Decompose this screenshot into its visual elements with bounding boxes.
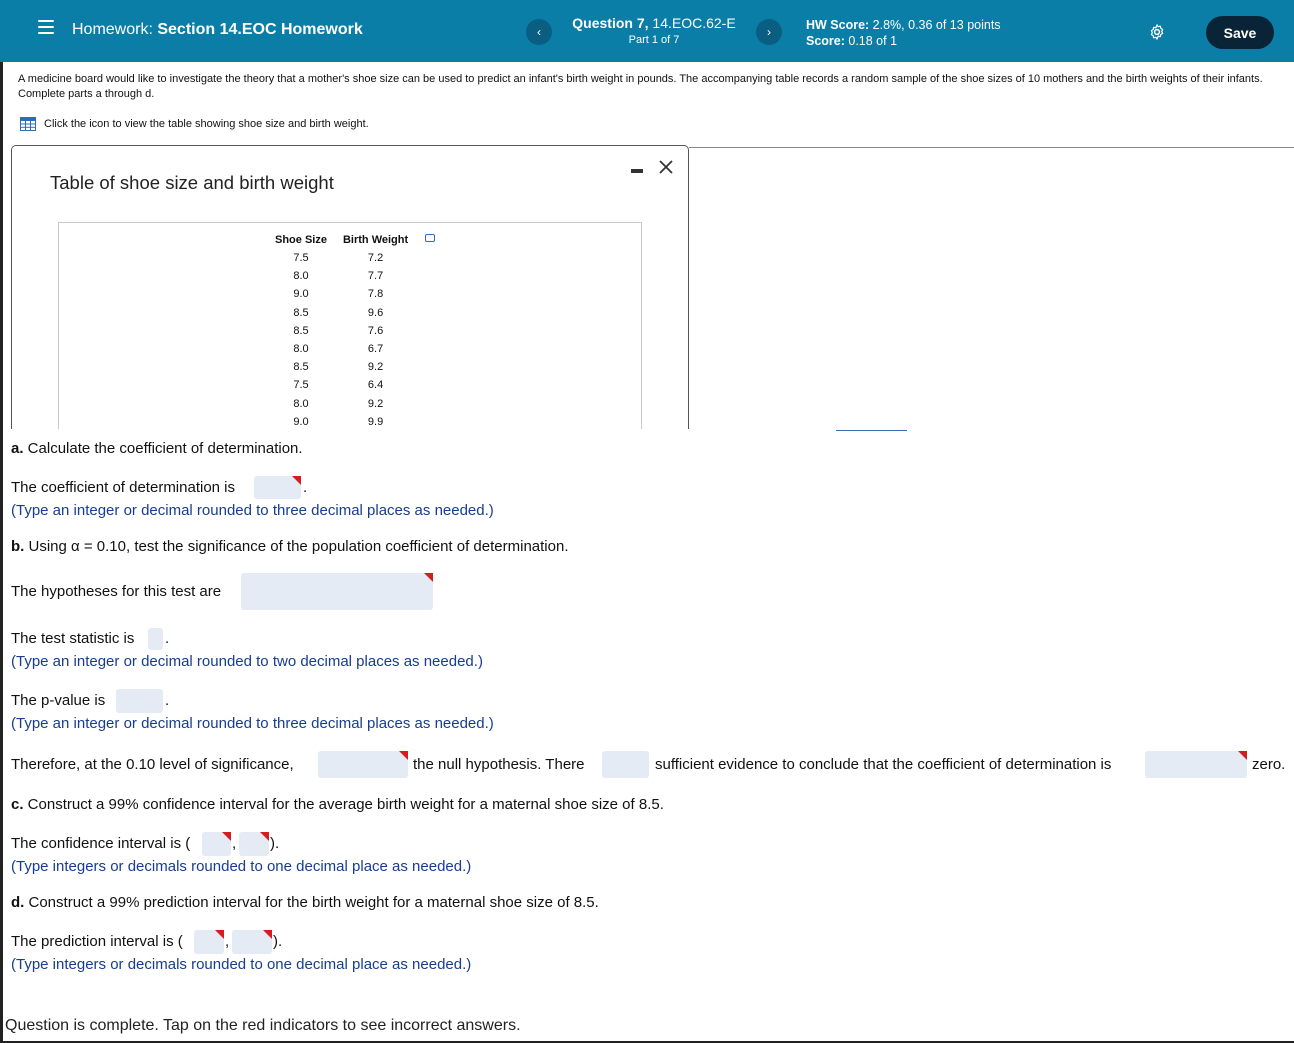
part-d-hint: (Type integers or decimals rounded to one decimal place as needed.) xyxy=(11,956,472,973)
table-row xyxy=(267,249,416,267)
part-a-answer-suffix: . xyxy=(303,479,308,496)
shoe-size-cell: 9.0 xyxy=(293,415,309,428)
test-statistic-label: The test statistic is xyxy=(11,630,135,647)
table-row xyxy=(267,322,416,340)
part-b-text: Using α = 0.10, test the significance of the population coefficient of determination. xyxy=(24,538,569,555)
popup-title: Table of shoe size and birth weight xyxy=(50,172,334,193)
conclusion-text-3: sufficient evidence to conclude that the coefficient of determination is xyxy=(655,756,1112,773)
incorrect-indicator-flag[interactable] xyxy=(215,930,224,939)
shoe-size-cell: 8.5 xyxy=(293,324,309,337)
part-a-prompt xyxy=(11,440,303,457)
question-info xyxy=(560,15,748,46)
menu-icon[interactable] xyxy=(38,20,54,36)
copy-icon[interactable] xyxy=(425,234,435,242)
table-row xyxy=(267,376,416,394)
previous-question-button[interactable]: ‹ xyxy=(526,19,552,45)
prediction-interval-prefix: The prediction interval is ( xyxy=(11,933,183,950)
divider xyxy=(689,147,1294,148)
test-statistic-hint: (Type an integer or decimal rounded to two decimal places as needed.) xyxy=(11,653,483,670)
part-d-prompt xyxy=(11,894,599,911)
p-value-answer-box[interactable] xyxy=(116,689,163,713)
birth-weight-cell: 7.8 xyxy=(367,288,384,301)
score-label: Score: xyxy=(806,34,845,48)
gear-icon[interactable] xyxy=(1148,23,1166,41)
conclusion-text-4: zero. xyxy=(1252,756,1286,773)
birth-weight-cell: 7.7 xyxy=(367,270,384,283)
part-a-hint: (Type an integer or decimal rounded to three decimal places as needed.) xyxy=(11,502,494,519)
shoe-size-cell: 8.5 xyxy=(293,306,309,319)
homework-title-prefix: Homework: xyxy=(72,21,158,38)
table-popup xyxy=(11,145,689,429)
test-statistic-suffix: . xyxy=(165,630,170,647)
part-c-text: Construct a 99% confidence interval for the average birth weight for a maternal shoe size of 8.5. xyxy=(23,796,664,813)
shoe-size-cell: 8.0 xyxy=(293,343,309,356)
view-table-link-text[interactable]: Click the icon to view the table showing shoe size and birth weight. xyxy=(44,118,369,130)
part-d-text: Construct a 99% prediction interval for the birth weight for a maternal shoe size of 8.5. xyxy=(24,894,599,911)
incorrect-indicator-flag[interactable] xyxy=(399,751,408,760)
pi-close: ). xyxy=(273,933,283,950)
question-label: Question 7, xyxy=(572,15,649,31)
homework-title-main: Section 14.EOC Homework xyxy=(157,21,363,38)
birth-weight-cell: 6.4 xyxy=(367,379,384,392)
column-header-birth-weight: Birth Weight xyxy=(342,234,409,246)
scroll-indicator xyxy=(836,430,907,431)
shoe-size-cell: 8.0 xyxy=(293,270,309,283)
table-row xyxy=(267,358,416,376)
incorrect-indicator-flag[interactable] xyxy=(1238,751,1247,760)
table-row xyxy=(267,413,416,429)
birth-weight-cell: 7.6 xyxy=(367,324,384,337)
close-icon[interactable] xyxy=(656,157,676,177)
shoe-size-cell: 7.5 xyxy=(293,252,309,265)
birth-weight-cell: 6.7 xyxy=(367,343,384,356)
hypotheses-label: The hypotheses for this test are xyxy=(11,583,222,600)
hw-score-value: 2.8%, 0.36 of 13 points xyxy=(869,18,1001,32)
table-row xyxy=(267,340,416,358)
shoe-size-cell: 8.5 xyxy=(293,361,309,374)
conclusion-text-2: the null hypothesis. There xyxy=(413,756,585,773)
comparison-dropdown[interactable] xyxy=(1145,751,1247,778)
minimize-icon[interactable] xyxy=(631,169,643,173)
p-value-hint: (Type an integer or decimal rounded to three decimal places as needed.) xyxy=(11,715,494,732)
part-a-answer-prefix: The coefficient of determination is xyxy=(11,479,236,496)
left-border xyxy=(0,62,3,1043)
shoe-size-cell: 8.0 xyxy=(293,397,309,410)
question-id: 14.EOC.62-E xyxy=(648,15,736,31)
data-table xyxy=(267,231,416,429)
conclusion-text-1: Therefore, at the 0.10 level of significance, xyxy=(11,756,294,773)
table-row xyxy=(267,304,416,322)
part-b-prompt xyxy=(11,538,569,555)
next-question-button[interactable]: › xyxy=(756,19,782,45)
pi-comma: , xyxy=(225,933,230,950)
table-row xyxy=(267,267,416,285)
birth-weight-cell: 9.2 xyxy=(367,397,384,410)
incorrect-indicator-flag[interactable] xyxy=(263,930,272,939)
hw-score-label: HW Score: xyxy=(806,18,870,32)
score-info xyxy=(806,17,1001,49)
part-c-hint: (Type integers or decimals rounded to one decimal place as needed.) xyxy=(11,858,472,875)
decision-dropdown[interactable] xyxy=(318,751,408,778)
birth-weight-cell: 9.2 xyxy=(367,361,384,374)
evidence-dropdown[interactable] xyxy=(602,751,649,778)
table-header-row xyxy=(267,231,416,249)
test-statistic-answer-box[interactable] xyxy=(148,628,163,650)
completion-status: Question is complete. Tap on the red indicators to see incorrect answers. xyxy=(5,1017,521,1034)
incorrect-indicator-flag[interactable] xyxy=(260,832,269,841)
score-value: 0.18 of 1 xyxy=(844,34,898,48)
part-c-label: c. xyxy=(11,796,24,813)
birth-weight-cell: 9.6 xyxy=(367,306,384,319)
table-frame xyxy=(58,222,642,429)
table-row xyxy=(267,395,416,413)
p-value-suffix: . xyxy=(165,692,170,709)
part-indicator: Part 1 of 7 xyxy=(628,34,680,46)
view-table-link[interactable] xyxy=(20,117,369,131)
shoe-size-cell: 7.5 xyxy=(293,379,309,392)
incorrect-indicator-flag[interactable] xyxy=(292,476,301,485)
problem-statement: A medicine board would like to investigate the theory that a mother's shoe size can be used to predict an infant's birth weight in pounds. The accompanying table records a random sample of the shoe sizes of 10 mothers and the birth weights of their infants. Complete parts a through d. xyxy=(18,73,1263,100)
ci-comma: , xyxy=(232,835,237,852)
p-value-label: The p-value is xyxy=(11,692,106,709)
top-header-bar xyxy=(0,0,1294,62)
table-icon[interactable] xyxy=(20,117,36,131)
part-c-prompt xyxy=(11,796,664,813)
part-b-label: b. xyxy=(11,538,25,555)
birth-weight-cell: 7.2 xyxy=(367,252,384,265)
confidence-interval-prefix: The confidence interval is ( xyxy=(11,835,191,852)
hypotheses-answer-box[interactable] xyxy=(241,573,433,610)
column-header-shoe-size: Shoe Size xyxy=(275,234,327,246)
ci-close: ). xyxy=(270,835,280,852)
part-a-text: Calculate the coefficient of determination. xyxy=(23,440,303,457)
save-button[interactable]: Save xyxy=(1206,16,1274,49)
homework-title xyxy=(72,21,363,39)
part-d-label: d. xyxy=(11,894,25,911)
birth-weight-cell: 9.9 xyxy=(367,415,384,428)
shoe-size-cell: 9.0 xyxy=(293,288,309,301)
part-a-label: a. xyxy=(11,440,24,457)
incorrect-indicator-flag[interactable] xyxy=(424,573,433,582)
table-row xyxy=(267,285,416,303)
incorrect-indicator-flag[interactable] xyxy=(222,832,231,841)
